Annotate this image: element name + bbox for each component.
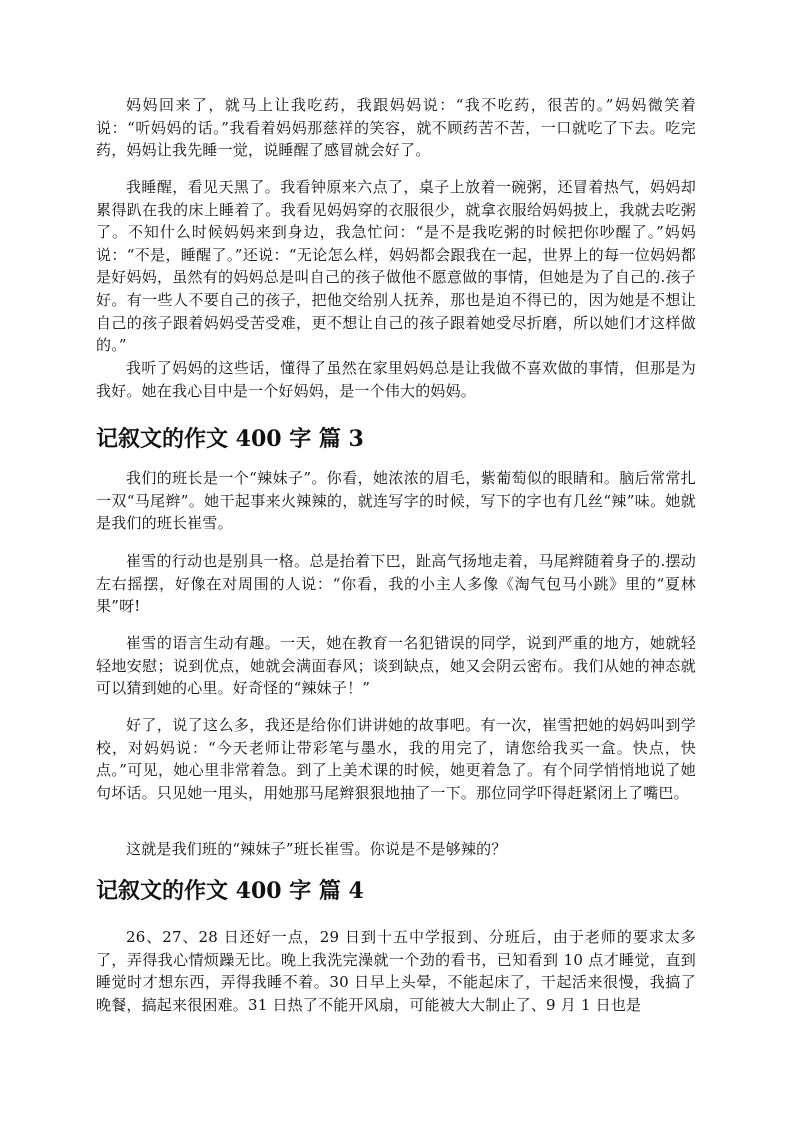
- paragraph-wake-up: 我睡醒，看见天黑了。我看钟原来六点了，桌子上放着一碗粥，还冒着热气，妈妈却累得趴在我的床上睡着了。我看见妈妈穿的衣服很少，就拿衣服给妈妈披上，我就去吃粥了。不知什么时候妈妈来到身边，我急忙问：“是不是我吃粥的时候把你吵醒了。”妈妈说：“不是，睡醒了。”还说：“无论怎么样，妈妈都会跟我在一起，世界上的每一位妈妈都是好妈妈，虽然有的妈妈总是叫自己的孩子做他不愿意做的事情，但她是为了自己的.孩子好。有一些人不要自己的孩子，把他交给别人抚养，那也是迫不得已的，因为她是不想让自己的孩子跟着妈妈受苦受难，更不想让自己的孩子跟着她受尽折磨，所以她们才这样做的。”: [96, 178, 696, 355]
- paragraph-story: 好了，说了这么多，我还是给你们讲讲她的故事吧。有一次，崔雪把她的妈妈叫到学校，对妈妈说：“今天老师让带彩笔与墨水，我的用完了，请您给我买一盒。快点，快点。”可见，她心里非常着急。到了上美术课的时候，她更着急了。有个同学悄悄地说了她句坏话。只见她一甩头，用她那马尾辫狠狠地抽了一下。那位同学吓得赶紧闭上了嘴巴。: [96, 716, 696, 802]
- paragraph-mom-medicine: 妈妈回来了，就马上让我吃药，我跟妈妈说：“我不吃药，很苦的。”妈妈微笑着说：“听妈妈的话。”我看着妈妈那慈祥的笑容，就不顾药苦不苦，一口就吃了下去。吃完药，妈妈让我先睡一觉，说睡醒了感冒就会好了。: [96, 96, 696, 160]
- section-heading-3: 记叙文的作文 400 字 篇 3: [96, 426, 364, 452]
- paragraph-class-monitor: 我们的班长是一个“辣妹子”。你看，她浓浓的眉毛，紫葡萄似的眼睛和。脑后常常扎一双“马尾辫”。她干起事来火辣辣的，就连写字的时候，写下的字也有几丝“辣”味。她就是我们的班长崔雪。: [96, 469, 696, 533]
- paragraph-school-days: 26、27、28 日还好一点，29 日到十五中学报到、分班后，由于老师的要求太多了，弄得我心情烦躁无比。晚上我洗完澡就一个劲的看书，已知看到 10 点才睡觉，直到睡觉时才想东西，弄得我睡不着。30 日早上头晕，不能起床了，干起活来很慢，我搞了晚餐，搞起来很困难。31 日热了不能开风扇，可能被大大制止了、9 月 1 日也是: [96, 928, 696, 1014]
- paragraph-actions: 崔雪的行动也是别具一格。总是抬着下巴，趾高气扬地走着，马尾辫随着身子的.摆动左右摇摆，好像在对周围的人说：“你看，我的小主人多像《淘气包马小跳》里的“夏林果”呀!: [96, 552, 696, 616]
- paragraph-conclusion: 这就是我们班的“辣妹子”班长崔雪。你说是不是够辣的？: [126, 840, 507, 858]
- section-heading-4: 记叙文的作文 400 字 篇 4: [96, 878, 364, 904]
- paragraph-good-mom: 我听了妈妈的这些话，懂得了虽然在家里妈妈总是让我做不喜欢做的事情，但那是为我好。她在我心目中是一个好妈妈，是一个伟大的妈妈。: [96, 359, 696, 400]
- paragraph-language: 崔雪的语言生动有趣。一天，她在教育一名犯错误的同学，说到严重的地方，她就轻轻地安慰；说到优点，她就会满面春风；谈到缺点，她又会阴云密布。我们从她的神态就可以猜到她的心里。好奇怪的“辣妹子！”: [96, 634, 696, 698]
